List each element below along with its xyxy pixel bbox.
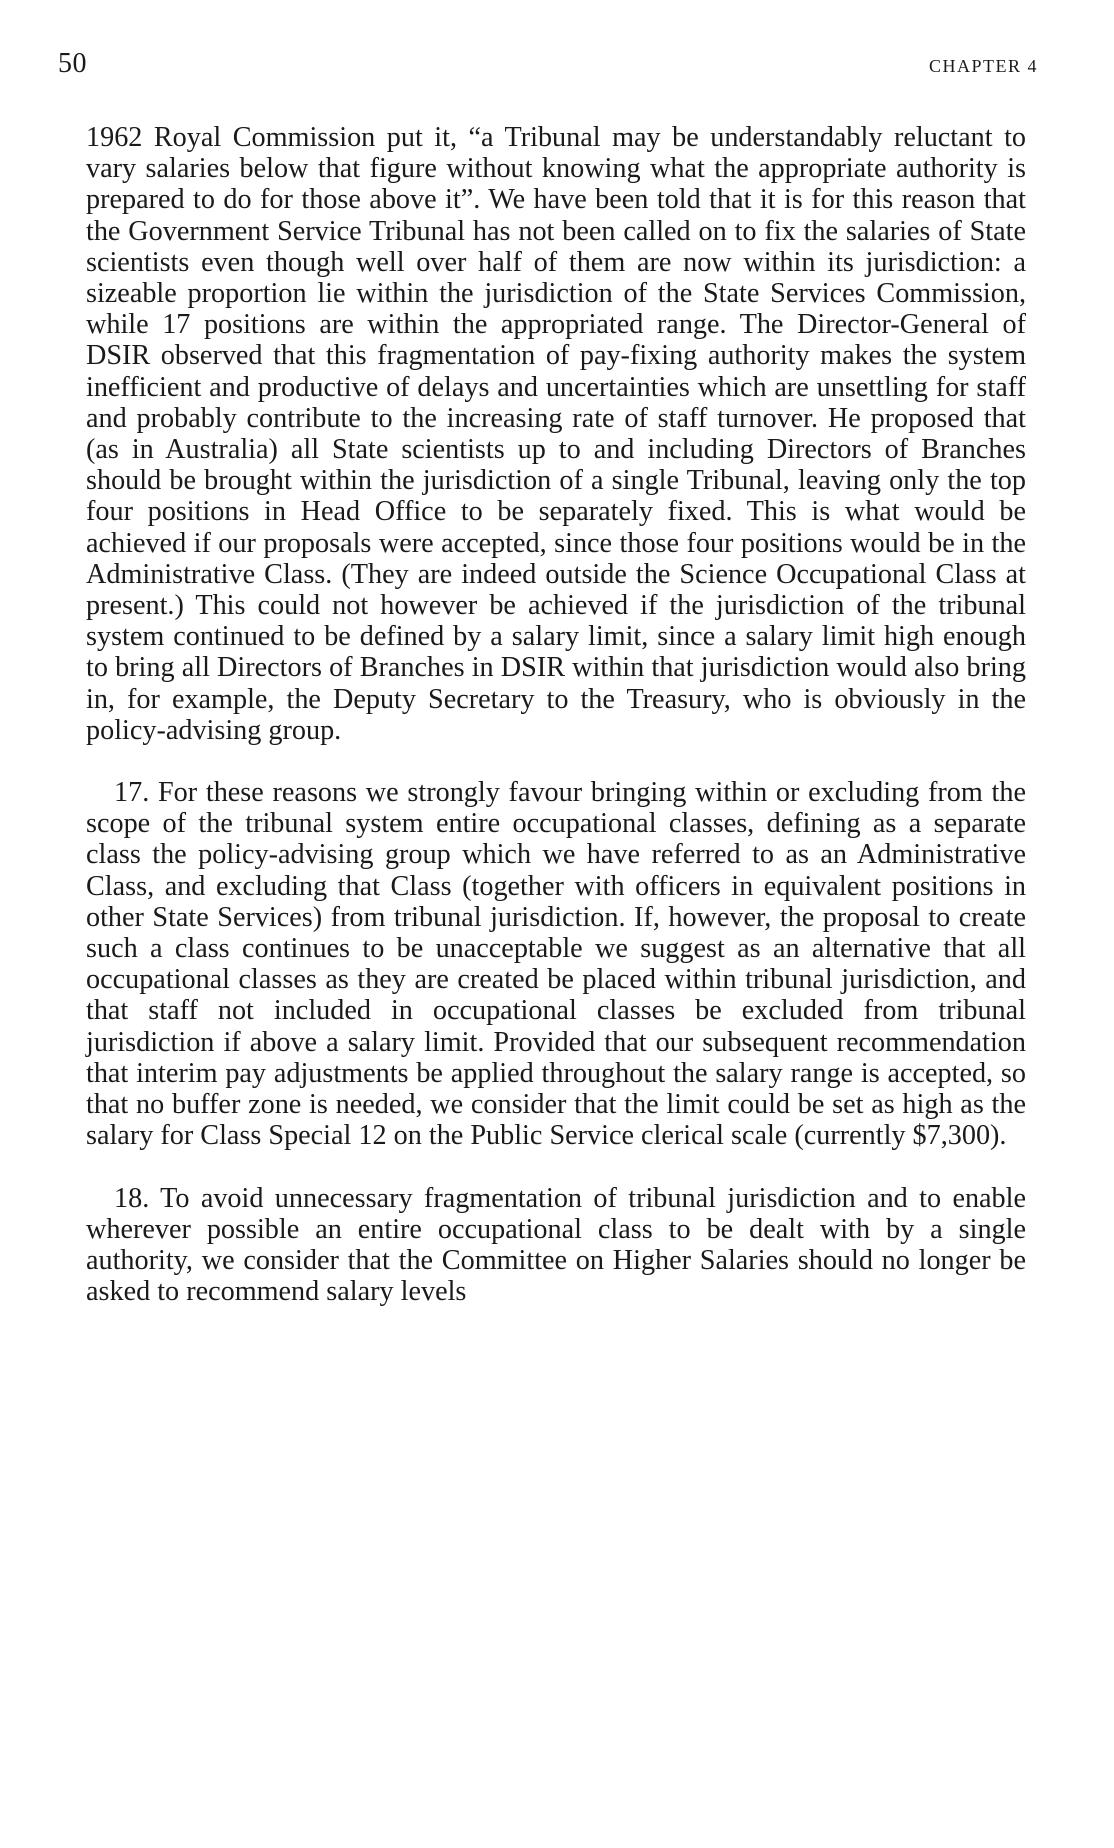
paragraph-18: 18. To avoid unnecessary fragmentation of tribunal jurisdiction and to enable wherever possible an entire occupational class to be dealt with by a single authority, we consider that the Committee on Higher Salaries should no longer be asked to recommend salary levels — [86, 1182, 1026, 1308]
body-text — [86, 122, 1026, 1307]
paragraph-17: 17. For these reasons we strongly favour bringing within or excluding from the scope of the tribunal system entire occupational classes, defining as a separate class the policy-advising group which we have referred to as an Administrative Class, and excluding that Class (together with officers in equivalent positions in other State Services) from tribunal jurisdiction. If, however, the proposal to create such a class continues to be unacceptable we suggest as an alternative that all occupational classes as they are created be placed within tribunal jurisdiction, and that staff not included in occupational classes be excluded from tribunal jurisdiction if above a salary limit. Provided that our subsequent recommendation that interim pay adjustments be applied throughout the salary range is accepted, so that no buffer zone is needed, we consider that the limit could be set as high as the salary for Class Special 12 on the Public Service clerical scale (currently $7,300). — [86, 777, 1026, 1152]
page-header — [58, 48, 1038, 88]
paragraph-continued: 1962 Royal Commission put it, “a Tribunal may be understandably reluctant to vary salaries below that figure without knowing what the appropriate authority is prepared to do for those above it”. We have been told that it is for this reason that the Government Service Tribunal has not been called on to fix the salaries of State scientists even though well over half of them are now within its jurisdiction: a sizeable proportion lie within the jurisdiction of the State Services Commission, while 17 positions are within the appropriated range. The Director-General of DSIR observed that this fragmentation of pay-fixing authority makes the system inefficient and productive of delays and uncertainties which are unsettling for staff and probably contribute to the increasing rate of staff turnover. He proposed that (as in Australia) all State scientists up to and including Directors of Branches should be brought within the jurisdiction of a single Tribunal, leaving only the top four positions in Head Office to be separately fixed. This is what would be achieved if our proposals were accepted, since those four positions would be in the Administrative Class. (They are indeed outside the Science Occupational Class at present.) This could not however be achieved if the jurisdiction of the tribunal system continued to be defined by a salary limit, since a salary limit high enough to bring all Directors of Branches in DSIR within that jurisdiction would also bring in, for example, the Deputy Secretary to the Treasury, who is obviously in the policy-advising group. — [86, 122, 1026, 746]
page-number: 50 — [58, 48, 87, 79]
chapter-label: CHAPTER 4 — [928, 56, 1038, 76]
